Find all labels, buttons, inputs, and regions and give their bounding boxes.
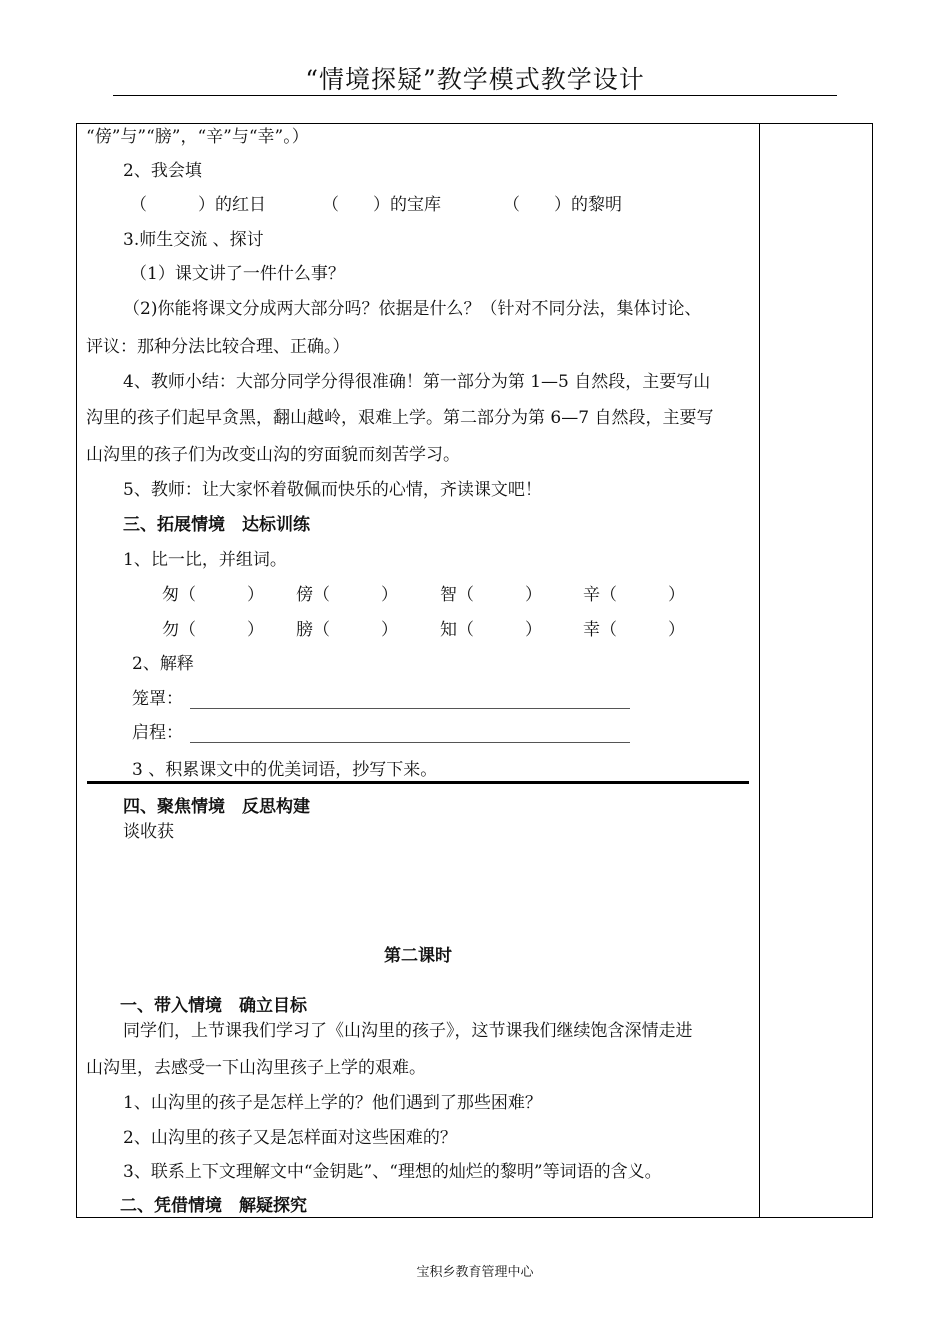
text-line: 3、联系上下文理解文中“金钥匙”、“理想的灿烂的黎明”等词语的含义。 [123,1162,662,1182]
section-divider [87,781,749,784]
notes-column-divider [759,124,760,1217]
word-compare-item: 傍（ ） [296,585,398,605]
answer-line [190,742,630,743]
text-line: 2、解释 [132,654,194,674]
word-compare-item: 知（ ） [440,620,542,640]
text-line: 1、比一比，并组词。 [123,550,287,570]
text-line: 同学们，上节课我们学习了《山沟里的孩子》，这节课我们继续饱含深情走进 [123,1021,693,1041]
word-compare-item: 辛（ ） [583,585,685,605]
text-line: 笼罩： [132,689,183,709]
lesson-heading: 第二课时 [384,946,452,966]
answer-line [190,708,630,709]
text-line: 评议：那种分法比较合理、正确。） [86,337,350,357]
section-heading: 二、凭借情境 解疑探究 [120,1196,307,1216]
text-line: （2)你能将课文分成两大部分吗？依据是什么？（针对不同分法，集体讨论、 [123,299,702,319]
text-line: 4、教师小结：大部分同学分得很准确！第一部分为第 1—5 自然段，主要写山 [123,372,711,392]
word-compare-item: 膀（ ） [296,620,398,640]
section-heading: 三、拓展情境 达标训练 [123,515,310,535]
text-line: 1、山沟里的孩子是怎样上学的？他们遇到了那些困难？ [123,1093,542,1113]
text-line: 2、山沟里的孩子又是怎样面对这些困难的？ [123,1128,457,1148]
fill-blank-item: （ ）的黎明 [503,195,622,215]
text-line: 沟里的孩子们起早贪黑，翻山越岭，艰难上学。第二部分为第 6—7 自然段，主要写 [86,408,714,428]
page-title: “情境探疑”教学模式教学设计 [305,65,645,94]
word-compare-item: 智（ ） [440,585,542,605]
fill-blank-item: （ ）的红日 [130,195,266,215]
text-line: 2、我会填 [123,161,202,181]
word-compare-item: 勿（ ） [162,620,264,640]
fill-blank-item: （ ）的宝库 [322,195,441,215]
text-line: 谈收获 [123,822,174,842]
text-line: 山沟里的孩子们为改变山沟的穷面貌而刻苦学习。 [86,445,460,465]
section-heading: 一、带入情境 确立目标 [120,996,307,1016]
text-line: 5、教师：让大家怀着敬佩而快乐的心情，齐读课文吧！ [123,480,542,500]
lesson-table [76,123,873,1218]
text-line: “傍”与”“膀”，“辛”与“幸”。） [86,127,309,147]
text-line: 3.师生交流 、探讨 [123,230,264,250]
header-rule [113,95,837,96]
text-line: （1）课文讲了一件什么事？ [130,264,345,284]
text-line: 启程： [132,723,183,743]
word-compare-item: 幸（ ） [583,620,685,640]
text-line: 山沟里，去感受一下山沟里孩子上学的艰难。 [86,1058,426,1078]
section-heading: 四、聚焦情境 反思构建 [123,797,310,817]
footer-text: 宝积乡教育管理中心 [416,1265,534,1280]
word-compare-item: 匆（ ） [162,585,264,605]
text-line: 3 、积累课文中的优美词语，抄写下来。 [132,760,438,780]
